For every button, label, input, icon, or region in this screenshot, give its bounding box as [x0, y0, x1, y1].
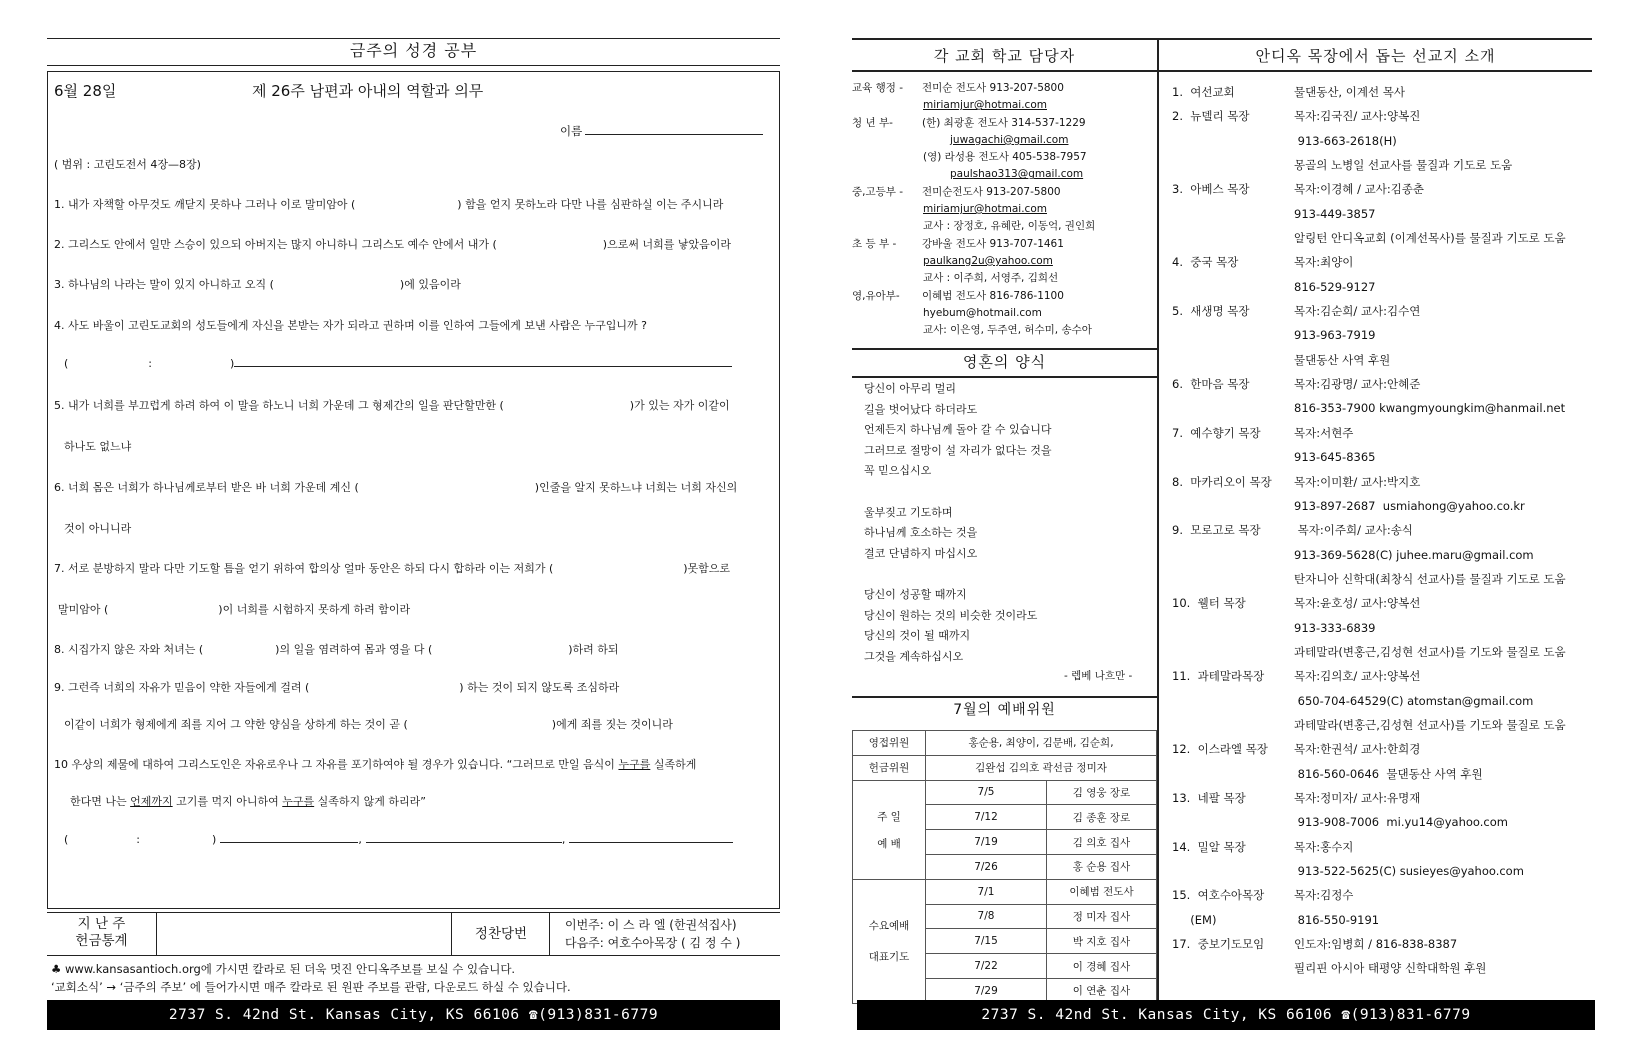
poem-line: 당신의 것이 될 때까지 — [864, 629, 971, 643]
lesson-title: 제 26주 남편과 아내의 역할과 의무 — [252, 82, 484, 100]
question-continuation: 말미암아 ( )이 너희를 시험하지 못하게 하려 함이라 — [58, 603, 411, 616]
mission-row — [1172, 737, 1566, 761]
question: 8. 시집가지 않은 자와 처녀는 ( )의 일을 염려하여 몸과 영을 다 ( )하려 하되 — [54, 643, 619, 656]
mission-row — [1172, 275, 1566, 299]
mission-info: 913-449-3857 — [1294, 206, 1376, 221]
offering-blank — [159, 913, 452, 955]
staff-info: 전미순 전도사 913-207-5800 — [922, 82, 1064, 94]
poem-line: 울부짖고 기도하며 — [864, 505, 953, 519]
question: 3. 하나님의 나라는 말이 있지 아니하고 오직 ( )에 있음이라 — [54, 278, 461, 291]
mission-info: 913-908-7006 mi.yu14@yahoo.com — [1294, 815, 1508, 830]
staff-row — [852, 201, 1095, 218]
question: 5. 내가 너희를 부끄럽게 하려 하여 이 말을 하노니 너희 가운데 그 형제간의 일을 판단할만한 ( )가 있는 자가 이같이 — [54, 399, 730, 412]
mission-group: 10. 웰터 목장 — [1172, 596, 1246, 611]
mission-group: 5. 새생명 목장 — [1172, 304, 1250, 319]
poem-line: 하나님께 호소하는 것을 — [864, 526, 978, 540]
question-continuation: 하나도 없느냐 — [64, 440, 132, 453]
mission-info: 913-663-2618(H) — [1294, 133, 1397, 148]
staff-dept: 초 등 부 - — [852, 237, 897, 250]
staff-info: paulshao313@gmail.com — [950, 168, 1084, 181]
mission-row — [1172, 810, 1566, 834]
staff-row — [852, 132, 1095, 149]
mission-group: 6. 한마음 목장 — [1172, 377, 1250, 392]
right-footer-address: 2737 S. 42nd St. Kansas City, KS 66106 ☎(913)831-6779 — [857, 1000, 1595, 1030]
mission-info: 과테말라(변홍근,김성현 선교사)를 기도와 물질로 도움 — [1294, 717, 1566, 732]
mission-row — [1172, 762, 1566, 786]
header-rule — [852, 70, 1592, 72]
staff-dept: 중,고등부 - — [852, 185, 904, 198]
mission-group: 9. 모로고로 목장 — [1172, 523, 1261, 538]
staff-info: miriamjur@hotmai.com — [923, 99, 1047, 112]
poem-line — [864, 563, 1052, 584]
staff-row — [852, 218, 1095, 235]
mission-row — [1172, 129, 1566, 153]
mission-info: 물댄동산, 이계선 목사 — [1294, 85, 1405, 99]
mission-info: 목자:홍수지 — [1294, 839, 1354, 854]
right-page — [852, 38, 1592, 1032]
poem-line — [864, 481, 1052, 502]
question: 2. 그리스도 안에서 일만 스승이 있으되 아버지는 많지 아니하니 그리스도 예수 안에서 내가 ( )으로써 너희를 낳았음이라 — [54, 238, 731, 251]
mission-info: 물댄동산 사역 후원 — [1294, 352, 1391, 367]
name-field — [560, 122, 763, 139]
mission-row — [1172, 470, 1566, 494]
question: 10 우상의 제물에 대하여 그리스도인은 자유로우나 그 자유를 포기하여야 될 경우가 있습니다. “그러므로 만일 음식이 누구를 실족하게 — [54, 758, 697, 771]
website-notice: ♣ www.kansasantioch.org에 가시면 칼라로 된 더욱 멋진 안디옥주보를 보실 수 있습니다. ‘교회소식’ → ‘금주의 주보’ 에 들어가시면 매주 칼라로 된 원판 주보를 관람, 다운로드 하실 수 있습니다. — [51, 962, 571, 994]
staff-info: 교사 : 이주희, 서영주, 김희선 — [923, 272, 1059, 285]
staff-info: (영) 라성용 전도사 405-538-7957 — [923, 151, 1087, 164]
question: 9. 그런즉 너희의 자유가 믿음이 약한 자들에게 걸려 ( ) 하는 것이 되지 않도록 조심하라 — [54, 681, 620, 694]
mission-row — [1172, 591, 1566, 615]
staff-row — [852, 97, 1095, 114]
missions-list — [1172, 80, 1566, 981]
mission-info: 913-333-6839 — [1294, 620, 1376, 635]
mission-row — [1172, 153, 1566, 177]
mission-group: 17. 중보기도모임 — [1172, 937, 1265, 952]
mission-group: 13. 네팔 목장 — [1172, 790, 1246, 805]
mission-info: 목자:김국진/ 교사:양복진 — [1294, 109, 1421, 124]
study-range: ( 범위 : 고린도전서 4장—8장) — [54, 158, 201, 171]
poem-line: 길을 벗어났다 하더라도 — [864, 402, 978, 416]
question: 1. 내가 자책할 아무것도 깨닫지 못하나 그러나 이로 말미암아 ( ) 함을 얻지 못하노라 다만 나를 심판하실 이는 주시니라 — [54, 198, 724, 211]
staff-row — [852, 184, 1095, 201]
mission-row — [1172, 323, 1566, 347]
mission-info: 목자:김광명/ 교사:안혜준 — [1294, 377, 1421, 392]
worship-committee-title: 7월의 예배위원 — [953, 702, 1056, 718]
staff-row — [852, 236, 1095, 253]
question: 4. 사도 바울이 고린도교회의 성도들에게 자신을 본받는 자가 되라고 권하며 이를 인하여 그들에게 보낸 사람은 누구입니까 ? — [54, 319, 647, 332]
soul-food-title: 영혼의 양식 — [962, 353, 1047, 371]
staff-info: 전미순전도사 913-207-5800 — [922, 185, 1061, 198]
staff-row — [852, 253, 1095, 270]
mission-info: 목자:김의호/ 교사:양복선 — [1294, 669, 1421, 684]
mission-info: 913-897-2687 usmiahong@yahoo.co.kr — [1294, 498, 1525, 513]
poem-author: - 렙베 나흐만 - — [1064, 670, 1133, 682]
mission-group: 11. 과테말라목장 — [1172, 669, 1265, 684]
mission-info: 탄자니아 신학대(최창식 선교사)를 물질과 기도로 도움 — [1294, 571, 1566, 586]
mission-info: 목자:김정수 — [1294, 888, 1354, 903]
mission-info: 목자:이미환/ 교사:박지호 — [1294, 474, 1421, 489]
school-staff-list — [852, 80, 1095, 339]
question: 6. 너희 몸은 너희가 하나님께로부터 받은 바 너희 가운데 계신 ( )인줄을 알지 못하느냐 너희는 너희 자신의 — [54, 481, 738, 494]
mission-info: 목자:한권석/ 교사:한희경 — [1294, 742, 1421, 757]
answer-line: ( : ) , , — [64, 832, 733, 846]
mission-info: 알링턴 안디옥교회 (이계선목사)를 물질과 기도로 도움 — [1294, 231, 1566, 246]
mission-info: 몽골의 노병일 선교사를 물질과 기도로 도움 — [1294, 158, 1513, 173]
mission-row — [1172, 786, 1566, 810]
mission-info: 913-369-5628(C) juhee.maru@gmail.com — [1294, 547, 1534, 562]
mission-row — [1172, 250, 1566, 274]
mission-info: 목자:정미자/ 교사:유명재 — [1294, 790, 1421, 805]
poem-line: 그러므로 절망이 설 자리가 없다는 것을 — [864, 443, 1052, 457]
mission-row — [1172, 956, 1566, 980]
top-rule — [852, 38, 1592, 40]
mission-group: 15. 여호수아목장 — [1172, 888, 1265, 903]
name-blank — [585, 122, 763, 135]
mission-row — [1172, 396, 1566, 420]
poem-line: 당신이 아무리 멀리 — [864, 382, 957, 395]
mission-info: 인도자:임병희 / 816-838-8387 — [1294, 937, 1458, 952]
question: 7. 서로 분방하지 말라 다만 기도할 틈을 얻기 위하여 합의상 얼마 동안은 하되 다시 합하라 이는 저희가 ( )못함으로 — [54, 562, 731, 575]
staff-info: miriamjur@hotmai.com — [923, 203, 1047, 216]
staff-row — [852, 288, 1095, 305]
mission-group: 2. 뉴델리 목장 — [1172, 109, 1250, 124]
mission-row — [1172, 494, 1566, 518]
mission-row — [1172, 177, 1566, 201]
mission-row — [1172, 932, 1566, 956]
poem — [864, 378, 1052, 666]
poem-line: 당신이 성공할 때까지 — [864, 587, 967, 601]
mission-info: 목자:윤호성/ 교사:양복선 — [1294, 596, 1421, 611]
study-date: 6월 28일 — [54, 82, 117, 100]
staff-dept: 영,유아부- — [852, 289, 900, 302]
mission-info: 913-963-7919 — [1294, 328, 1376, 343]
mission-info: 816-353-7900 kwangmyoungkim@hanmail.net — [1294, 401, 1566, 416]
staff-info: 교사 : 장정호, 유혜란, 이동억, 권인희 — [923, 220, 1096, 233]
staff-row — [852, 115, 1095, 132]
question-continuation: 이같이 너희가 형제에게 죄를 지어 그 약한 양심을 상하게 하는 것이 곧 ( )에게 죄를 짓는 것이니라 — [64, 718, 673, 731]
staff-row — [852, 166, 1095, 183]
staff-dept: 교육 행정 - — [852, 82, 904, 94]
mission-group: 1. 여선교회 — [1172, 85, 1235, 99]
praise-label: 정찬당번 — [453, 913, 550, 955]
mission-info: 목자:서현주 — [1294, 425, 1354, 440]
mission-group: 4. 중국 목장 — [1172, 255, 1239, 270]
mission-row — [1172, 518, 1566, 542]
mission-info: 816-560-0646 물댄동산 사역 후원 — [1294, 766, 1483, 781]
left-footer-address: 2737 S. 42nd St. Kansas City, KS 66106 ☎(913)831-6779 — [47, 1000, 780, 1030]
offering-label: 지 난 주 헌금통계 — [47, 913, 157, 955]
poem-line: 결코 단념하지 마십시오 — [864, 546, 978, 560]
mission-info: 913-522-5625(C) susieyes@yahoo.com — [1294, 864, 1524, 878]
mission-row — [1172, 348, 1566, 372]
bible-study-box — [47, 71, 780, 909]
answer-line: ( : ) — [64, 356, 732, 370]
mission-row — [1172, 202, 1566, 226]
staff-row — [852, 80, 1095, 97]
mission-info: 필리핀 아시아 태평양 신학대학원 후원 — [1294, 961, 1487, 976]
praise-team: 이번주: 이 스 라 엘 (한권석집사) 다음주: 여호수아목장 ( 김 정 수 ) — [565, 918, 741, 950]
question-continuation: 한다면 나는 언제까지 고기를 먹지 아니하여 누구를 실족하지 않게 하리라” — [70, 795, 426, 808]
school-staff-title: 각 교회 학교 담당자 — [933, 47, 1076, 65]
mission-group: (EM) — [1172, 912, 1217, 927]
missions-title: 안디옥 목장에서 돕는 선교지 소개 — [1255, 47, 1496, 65]
mission-row — [1172, 567, 1566, 591]
mission-row — [1172, 226, 1566, 250]
staff-row — [852, 305, 1095, 322]
name-label: 이름 — [560, 124, 583, 138]
mission-row — [1172, 908, 1566, 932]
poem-line: 꼭 믿으십시오 — [864, 464, 932, 478]
mission-row — [1172, 713, 1566, 737]
bible-study-title: 금주의 성경 공부 — [47, 38, 780, 66]
mission-info: 과테말라(변홍근,김성현 선교사)를 기도와 물질로 도움 — [1294, 644, 1566, 659]
mission-group: 14. 밀알 목장 — [1172, 839, 1246, 854]
mission-row — [1172, 299, 1566, 323]
staff-row — [852, 149, 1095, 166]
mission-row — [1172, 372, 1566, 396]
worship-committee-table: 영접위원 홍순용, 최양이, 김문배, 김순희, 헌금위원 김완섭 김의호 곽선금 정미자 주 일 예 배 7/5 김 영웅 장로 7/12 김 종훈 장로 7/19 김 의호 집사 7/26 홍 순용 집사 수요예배 대표기도 7/1 이혜범 전도사 7/8 정 미자 집사 7/15 박 지호 집사 7/22 이 경혜 집사 7/29 이 연춘 집사 — [852, 730, 1157, 1004]
column-divider — [1157, 38, 1159, 1000]
staff-info: juwagachi@gmail.com — [950, 133, 1069, 146]
staff-row — [852, 270, 1095, 287]
poem-line: 그것을 계속하십시오 — [864, 649, 964, 663]
mission-row — [1172, 883, 1566, 907]
mission-info: 650-704-64529(C) atomstan@gmail.com — [1294, 693, 1534, 708]
mission-row — [1172, 421, 1566, 445]
mission-row — [1172, 664, 1566, 688]
mission-row — [1172, 859, 1566, 883]
staff-info: (한) 최광훈 전도사 314-537-1229 — [922, 116, 1086, 129]
mission-row — [1172, 689, 1566, 713]
offering-section — [47, 912, 780, 956]
mission-group: 7. 예수향기 목장 — [1172, 425, 1261, 440]
staff-info: 강바울 전도사 913-707-1461 — [922, 237, 1064, 250]
mission-info: 목자:최양이 — [1294, 255, 1354, 270]
mission-info: 목자:김순희/ 교사:김수연 — [1294, 304, 1421, 319]
mission-row — [1172, 80, 1566, 104]
question-continuation: 것이 아니니라 — [64, 522, 132, 535]
mission-info: 목자:이경혜 / 교사:김종춘 — [1294, 182, 1425, 197]
left-page — [47, 38, 780, 1032]
mission-row — [1172, 640, 1566, 664]
poem-line: 당신이 원하는 것의 비슷한 것이라도 — [864, 608, 1038, 622]
mission-row — [1172, 104, 1566, 128]
mission-info: 913-645-8365 — [1294, 450, 1376, 465]
mission-info: 816-550-9191 — [1294, 912, 1380, 927]
mission-row — [1172, 543, 1566, 567]
staff-row — [852, 322, 1095, 339]
staff-dept: 청 년 부- — [852, 116, 893, 129]
staff-info: 이혜범 전도사 816-786-1100 — [922, 289, 1064, 302]
staff-info: paulkang2u@yahoo.com — [923, 254, 1053, 267]
mission-row — [1172, 445, 1566, 469]
mission-info: 816-529-9127 — [1294, 279, 1376, 294]
poem-line: 언제든지 하나님께 돌아 갈 수 있습니다 — [864, 423, 1052, 437]
staff-info: 교사: 이은영, 두주연, 허수미, 송수아 — [923, 324, 1092, 337]
mission-group: 12. 이스라엘 목장 — [1172, 742, 1268, 757]
staff-info: hyebum@hotmail.com — [923, 306, 1042, 319]
mission-info: 목자:이주희/ 교사:송식 — [1294, 523, 1413, 538]
mission-row — [1172, 835, 1566, 859]
mission-group: 3. 아베스 목장 — [1172, 182, 1250, 197]
mission-row — [1172, 616, 1566, 640]
mission-group: 8. 마카리오이 목장 — [1172, 474, 1272, 489]
